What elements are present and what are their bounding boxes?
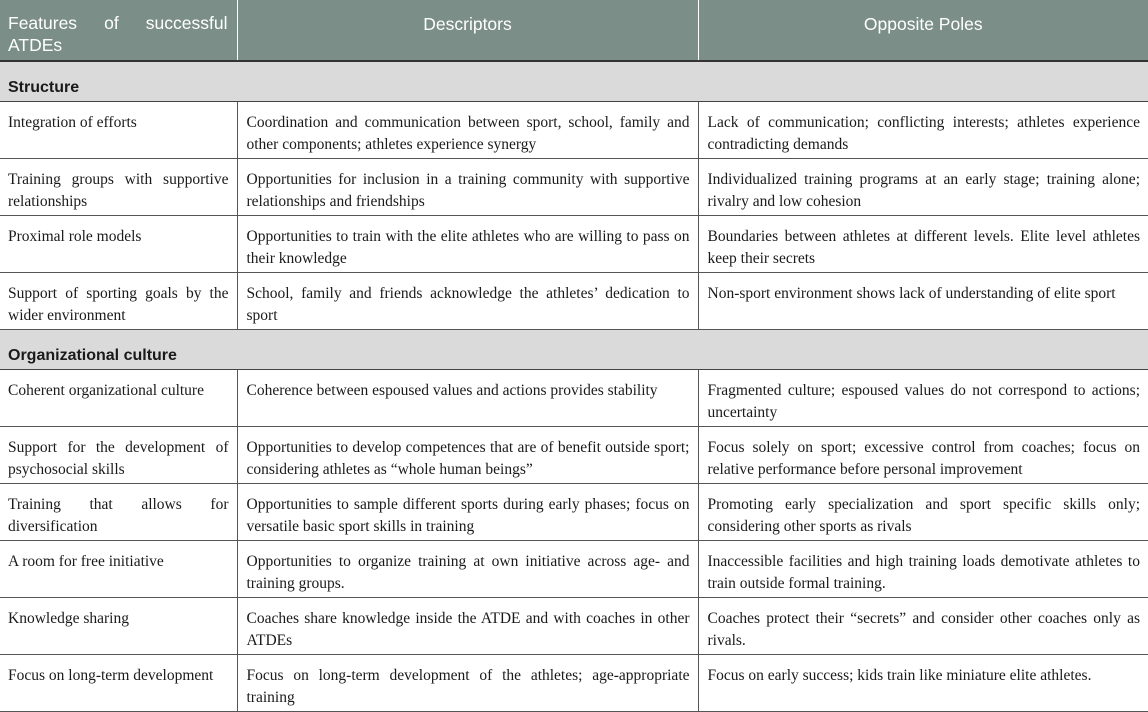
table-row [0,654,1148,711]
section-row-structure [0,61,1148,101]
feature-cell: Training groups with supportive relationships [0,158,237,215]
opposite-pole-cell: Boundaries between athletes at different levels. Elite level athletes keep their secrets [698,215,1148,272]
opposite-pole-cell: Focus on early success; kids train like miniature elite athletes. [698,654,1148,711]
feature-cell: Knowledge sharing [0,597,237,654]
feature-cell: Support for the development of psychosocial skills [0,426,237,483]
header-opposite-poles: Opposite Poles [698,0,1148,61]
feature-cell: Proximal role models [0,215,237,272]
opposite-pole-cell: Inaccessible facilities and high training loads demotivate athletes to train outside formal training. [698,540,1148,597]
descriptor-cell: Focus on long-term development of the athletes; age-appropriate training [237,654,698,711]
feature-cell: Integration of efforts [0,101,237,158]
opposite-pole-cell: Focus solely on sport; excessive control from coaches; focus on relative performance before personal improvement [698,426,1148,483]
descriptor-cell: Opportunities to sample different sports during early phases; focus on versatile basic sport skills in training [237,483,698,540]
table-row [0,215,1148,272]
table-row [0,272,1148,329]
feature-cell: Focus on long-term development [0,654,237,711]
feature-cell: Support of sporting goals by the wider environment [0,272,237,329]
descriptor-cell: School, family and friends acknowledge the athletes’ dedication to sport [237,272,698,329]
feature-cell: Coherent organizational culture [0,369,237,426]
opposite-pole-cell: Individualized training programs at an early stage; training alone; rivalry and low cohesion [698,158,1148,215]
feature-cell: A room for free initiative [0,540,237,597]
descriptor-cell: Coherence between espoused values and actions provides stability [237,369,698,426]
section-row-organizational-culture [0,329,1148,369]
header-features: Features of successful ATDEs [0,0,237,61]
section-title: Structure [0,61,1148,101]
table-row [0,369,1148,426]
table-row [0,158,1148,215]
opposite-pole-cell: Lack of communication; conflicting interests; athletes experience contradicting demands [698,101,1148,158]
descriptor-cell: Coordination and communication between sport, school, family and other components; athletes experience synergy [237,101,698,158]
table-row [0,426,1148,483]
table-row [0,540,1148,597]
descriptor-cell: Opportunities for inclusion in a training community with supportive relationships and friendships [237,158,698,215]
descriptor-cell: Opportunities to train with the elite athletes who are willing to pass on their knowledge [237,215,698,272]
opposite-pole-cell: Coaches protect their “secrets” and consider other coaches only as rivals. [698,597,1148,654]
header-row [0,0,1148,61]
descriptor-cell: Opportunities to develop competences that are of benefit outside sport; considering athletes as “whole human beings” [237,426,698,483]
opposite-pole-cell: Non-sport environment shows lack of understanding of elite sport [698,272,1148,329]
table-row [0,483,1148,540]
opposite-pole-cell: Fragmented culture; espoused values do not correspond to actions; uncertainty [698,369,1148,426]
descriptor-cell: Coaches share knowledge inside the ATDE and with coaches in other ATDEs [237,597,698,654]
descriptor-cell: Opportunities to organize training at own initiative across age- and training groups. [237,540,698,597]
feature-cell: Training that allows for diversification [0,483,237,540]
table-row [0,597,1148,654]
header-descriptors: Descriptors [237,0,698,61]
opposite-pole-cell: Promoting early specialization and sport specific skills only; considering other sports as rivals [698,483,1148,540]
section-title: Organizational culture [0,329,1148,369]
table-row [0,101,1148,158]
